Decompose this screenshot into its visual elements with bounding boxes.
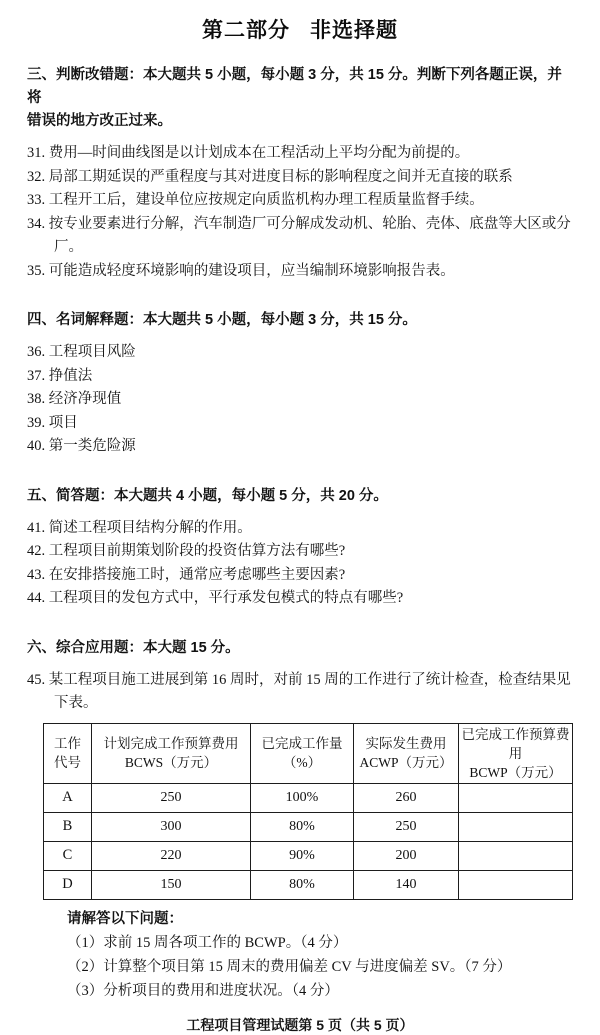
question-number: 32. bbox=[27, 168, 46, 185]
question-item bbox=[0, 669, 600, 716]
question-text: 可能造成轻度环境影响的建设项目，应当编制环境影响报告表。 bbox=[48, 262, 455, 279]
spacer bbox=[0, 133, 600, 142]
section-three bbox=[0, 64, 600, 283]
cell-code: C bbox=[44, 841, 92, 870]
question-number: 40. bbox=[27, 438, 46, 454]
cell-bcwp bbox=[459, 870, 573, 899]
question-text: 经济净现值 bbox=[48, 391, 122, 407]
column-header-line2: （%） bbox=[282, 755, 322, 770]
question-item bbox=[0, 166, 600, 190]
table-header-row bbox=[44, 723, 573, 783]
column-header-line1: 已完成工作量 bbox=[261, 736, 343, 751]
cell-bcws: 220 bbox=[92, 841, 251, 870]
section-three-heading-line2: 错误的地方改正过来。 bbox=[27, 113, 172, 129]
spacer bbox=[0, 508, 600, 517]
spacer bbox=[0, 283, 600, 309]
question-number: 37. bbox=[27, 367, 46, 384]
question-item bbox=[0, 365, 600, 389]
page-title bbox=[0, 14, 600, 44]
section-five bbox=[0, 485, 600, 611]
question-text: 在安排搭接施工时，通常应考虑哪些主要因素? bbox=[48, 566, 346, 583]
question-item bbox=[0, 540, 600, 564]
question-item bbox=[0, 435, 600, 459]
question-number: 33. bbox=[27, 192, 46, 208]
cell-acwp: 250 bbox=[354, 812, 459, 841]
section-six-heading: 六、综合应用题：本大题 15 分。 bbox=[27, 639, 240, 656]
question-text: 第一类危险源 bbox=[48, 438, 136, 454]
part-title-main: 第二部分 bbox=[202, 19, 290, 42]
question-item bbox=[0, 564, 600, 588]
spacer bbox=[0, 332, 600, 341]
question-number: 39. bbox=[27, 414, 46, 431]
cell-bcwp bbox=[459, 812, 573, 841]
question-text: 项目 bbox=[48, 414, 78, 431]
subquestions-lead: 请解答以下问题： bbox=[67, 910, 183, 927]
question-text: 按专业要素进行分解，汽车制造厂可分解成发动机、轮胎、壳体、底盘等大区或分厂。 bbox=[48, 215, 571, 255]
spacer bbox=[0, 611, 600, 637]
question-number: 38. bbox=[27, 391, 46, 407]
column-header-line1: 已完成工作预算费用 bbox=[461, 726, 570, 761]
question-text: 工程项目的发包方式中，平行承发包模式的特点有哪些? bbox=[48, 590, 404, 606]
question-item bbox=[0, 412, 600, 436]
cell-percent: 80% bbox=[251, 812, 354, 841]
page-footer: 工程项目管理试题第 5 页（共 5 页） bbox=[186, 1016, 414, 1033]
cell-bcwp bbox=[459, 783, 573, 812]
column-header-percent bbox=[251, 723, 354, 783]
question-text: 挣值法 bbox=[48, 367, 93, 384]
question-number: 41. bbox=[27, 519, 46, 536]
cell-bcws: 250 bbox=[92, 783, 251, 812]
cell-code: D bbox=[44, 870, 92, 899]
question-text: 费用—时间曲线图是以计划成本在工程活动上平均分配为前提的。 bbox=[48, 145, 470, 161]
question-item bbox=[0, 388, 600, 412]
cell-percent: 100% bbox=[251, 783, 354, 812]
question-item bbox=[0, 587, 600, 611]
question-item bbox=[0, 213, 600, 260]
question-text: 局部工期延误的严重程度与其对进度目标的影响程度之间并无直接的联系 bbox=[48, 168, 513, 185]
cell-percent: 90% bbox=[251, 841, 354, 870]
question-number: 44. bbox=[27, 590, 46, 606]
question-number: 43. bbox=[27, 566, 46, 583]
cell-bcws: 300 bbox=[92, 812, 251, 841]
column-header-line2: ACWP（万元） bbox=[359, 755, 453, 770]
statistics-table bbox=[43, 723, 573, 900]
column-header-bcws bbox=[92, 723, 251, 783]
question-item bbox=[0, 142, 600, 166]
cell-code: B bbox=[44, 812, 92, 841]
cell-bcwp bbox=[459, 841, 573, 870]
spacer bbox=[0, 459, 600, 485]
table-row bbox=[44, 870, 573, 899]
question-text: 工程开工后，建设单位应按规定向质监机构办理工程质量监督手续。 bbox=[48, 192, 484, 208]
question-number: 34. bbox=[27, 215, 46, 232]
part-title-sub: 非选择题 bbox=[310, 19, 398, 42]
question-number: 36. bbox=[27, 344, 46, 360]
cell-percent: 80% bbox=[251, 870, 354, 899]
subquestion-item: （3）分析项目的费用和进度状况。（4 分） bbox=[67, 982, 339, 999]
spacer bbox=[0, 660, 600, 669]
section-three-heading-line1: 三、判断改错题：本大题共 5 小题，每小题 3 分，共 15 分。判断下列各题正误，并将 bbox=[27, 67, 562, 106]
question-item bbox=[0, 517, 600, 541]
table-row bbox=[44, 812, 573, 841]
column-header-code bbox=[44, 723, 92, 783]
question-text: 某工程项目施工进展到第 16 周时，对前 15 周的工作进行了统计检查，检查结果见下表。 bbox=[48, 671, 571, 711]
cell-bcws: 150 bbox=[92, 870, 251, 899]
cell-code: A bbox=[44, 783, 92, 812]
column-header-line2: BCWP（万元） bbox=[469, 764, 562, 780]
section-four bbox=[0, 309, 600, 459]
question-number: 42. bbox=[27, 543, 46, 559]
question-number: 31. bbox=[27, 145, 46, 161]
column-header-line2: BCWS（万元） bbox=[124, 755, 218, 770]
cell-acwp: 200 bbox=[354, 841, 459, 870]
section-five-heading: 五、简答题：本大题共 4 小题，每小题 5 分，共 20 分。 bbox=[27, 487, 388, 504]
column-header-acwp bbox=[354, 723, 459, 783]
statistics-table-container bbox=[0, 723, 600, 900]
cell-acwp: 260 bbox=[354, 783, 459, 812]
question-item bbox=[0, 260, 600, 284]
spacer bbox=[0, 44, 600, 64]
column-header-line1: 实际发生费用 bbox=[365, 736, 447, 751]
table-body bbox=[44, 783, 573, 899]
column-header-line1: 计划完成工作预算费用 bbox=[103, 736, 239, 751]
section-four-heading: 四、名词解释题：本大题共 5 小题，每小题 3 分，共 15 分。 bbox=[27, 312, 417, 328]
table-row bbox=[44, 841, 573, 870]
question-number: 35. bbox=[27, 262, 46, 279]
table-header bbox=[44, 723, 573, 783]
section-six bbox=[0, 637, 600, 716]
column-header-line1: 工作 bbox=[54, 736, 81, 751]
question-item bbox=[0, 341, 600, 365]
table-row bbox=[44, 783, 573, 812]
column-header-bcwp bbox=[459, 723, 573, 783]
question-text: 工程项目前期策划阶段的投资估算方法有哪些? bbox=[48, 543, 346, 559]
subquestion-item: （1）求前 15 周各项工作的 BCWP。（4 分） bbox=[67, 934, 348, 951]
column-header-line2: 代号 bbox=[54, 755, 81, 770]
question-number: 45. bbox=[27, 671, 46, 688]
cell-acwp: 140 bbox=[354, 870, 459, 899]
question-item bbox=[0, 189, 600, 213]
question-text: 简述工程项目结构分解的作用。 bbox=[48, 519, 252, 536]
subquestion-item: （2）计算整个项目第 15 周末的费用偏差 CV 与进度偏差 SV。（7 分） bbox=[67, 958, 512, 975]
question-text: 工程项目风险 bbox=[48, 344, 136, 360]
